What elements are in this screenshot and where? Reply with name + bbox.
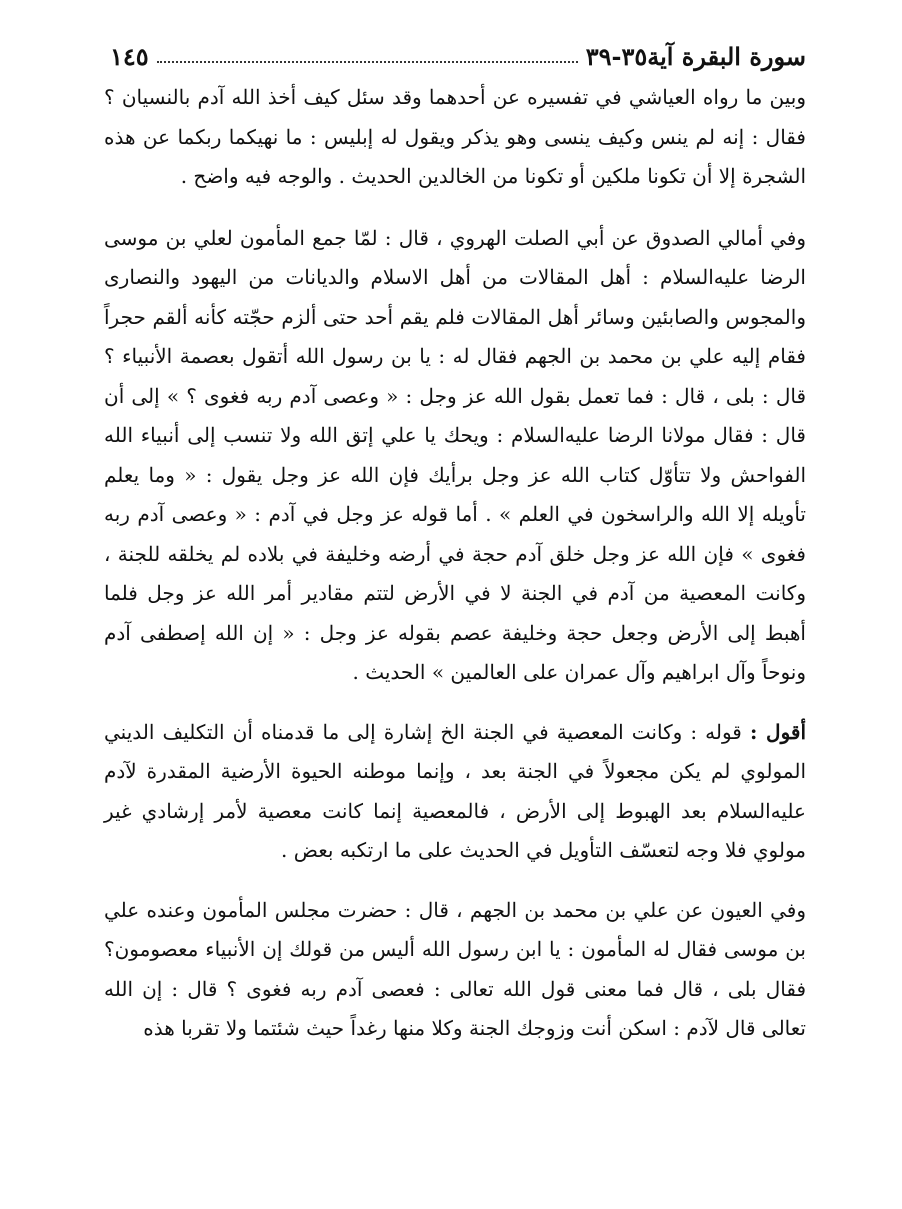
running-title: سورة البقرة آية٣٥-٣٩ bbox=[585, 41, 806, 71]
body-text bbox=[104, 78, 806, 1049]
paragraph-ayyashi: وبين ما رواه العياشي في تفسيره عن أحدهما وقد سئل كيف أخذ الله آدم بالنسيان ؟ فقال : إنه لم ينس وكيف ينسى وهو يذكر ويقول له إبليس : ما نهيكما ربكما عن هذه الشجرة إلا أن تكونا ملكين أو تكونا من الخالدين الحديث . والوجه فيه واضح . bbox=[104, 85, 806, 188]
header-dotted-leader bbox=[157, 61, 578, 63]
page-number: ١٤٥ bbox=[110, 41, 149, 71]
paragraph-commentary bbox=[104, 713, 806, 871]
paragraph-amali-saduq: وفي أمالي الصدوق عن أبي الصلت الهروي ، قال : لمّا جمع المأمون لعلي بن موسى الرضا عليه‌السلام : أهل المقالات من أهل الاسلام والديانات من اليهود والنصارى والمجوس والصابئين وسائر أهل المقالات فلم يقم أحد حتى ألزم حجّته كأنه ألقم حجراً فقام إليه علي بن محمد بن الجهم فقال له : يا بن رسول الله أتقول بعصمة الأنبياء ؟ قال : بلى ، قال : فما تعمل بقول الله عز وجل : « وعصى آدم ربه فغوى ؟ » إلى أن قال : فقال مولانا الرضا عليه‌السلام : ويحك يا علي إتق الله ولا تنسب إلى أنبياء الله الفواحش ولا تتأوّل كتاب الله عز وجل برأيك فإن الله عز وجل يقول : « وما يعلم تأويله إلا الله والراسخون في العلم » . أما قوله عز وجل في آدم : « وعصى آدم ربه فغوى » فإن الله عز وجل خلق آدم حجة في أرضه وخليفة في بلاده لم يخلقه للجنة ، وكانت المعصية من آدم في الجنة لا في الأرض لتتم مقادير أمر الله عز وجل فلما أهبط إلى الأرض وجعل حجة وخليفة عصم بقوله عز وجل : « إن الله إصطفى آدم ونوحاً وآل ابراهيم وآل عمران على العالمين » الحديث . bbox=[104, 225, 806, 684]
paragraph-uyun: وفي العيون عن علي بن محمد بن الجهم ، قال : حضرت مجلس المأمون وعنده علي بن موسى فقال له المأمون : يا ابن رسول الله أليس من قولك إن الأنبياء معصومون؟ فقال بلى ، قال فما معنى قول الله تعالى : فعصى آدم ربه فغوى ؟ قال : إن الله تعالى قال لآدم : اسكن أنت وزوجك الجنة وكلا منها رغداً حيث شئتما ولا تقربا هذه bbox=[104, 897, 806, 1040]
paragraph-commentary-text: قوله : وكانت المعصية في الجنة الخ إشارة إلى ما قدمناه أن التكليف الديني المولوي لم يكن مجعولاً في الجنة بعد ، وإنما موطنه الحيوة الأرضية المقدرة لآدم عليه‌السلام بعد الهبوط إلى الأرض ، فالمعصية إنما كانت معصية لأمر إرشادي غير مولوي فلا وجه لتعسّف التأويل في الحديث على ما ارتكبه بعض . bbox=[104, 719, 806, 862]
page-header bbox=[110, 36, 806, 76]
paragraph-label: أقول : bbox=[749, 719, 807, 744]
